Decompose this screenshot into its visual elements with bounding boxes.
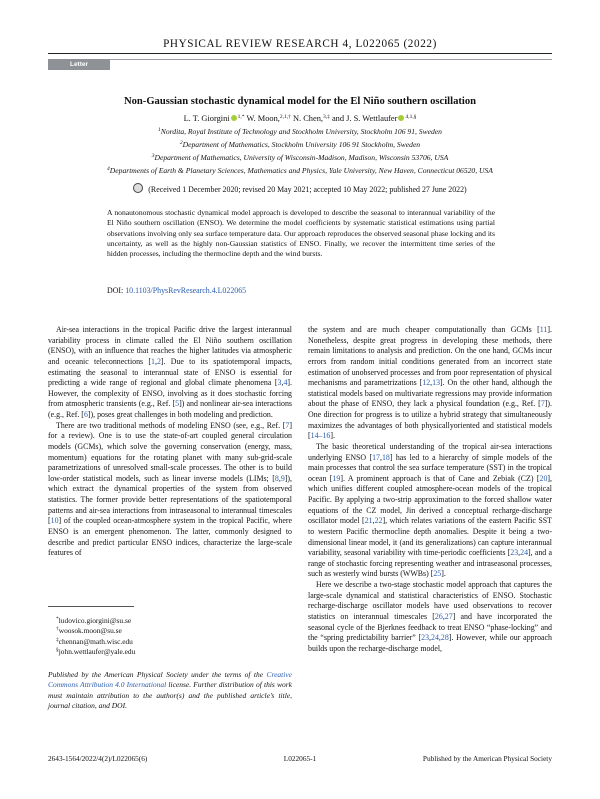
text-run: the system and are much cheaper computationally than GCMs [ [308,325,540,334]
paragraph [308,325,552,442]
citation-link[interactable]: 8 [274,473,279,483]
citation-link[interactable]: 23 [421,633,430,643]
paragraph [308,580,552,654]
citation-link[interactable]: 14–16 [310,431,331,441]
footnote: ‡chennan@math.wisc.edu [56,636,133,646]
citation-link[interactable]: 6 [83,410,88,419]
citation-link[interactable]: 22 [374,516,383,526]
author: and J. S. Wettlaufer $^{4,1,\S}$ [331,114,417,123]
article-type-tag: Letter [48,59,110,70]
text-run: ]) and nonlinear air-sea interactions (e.g., Ref. [ [48,399,292,419]
text-run: ]. However, the complexity of ENSO, involving as it does stochastic forcing from atmospheric transients (e.g., Ref. [ [48,378,292,409]
text-run: ] for a review). One is to use the state-of-art coupled general circulation models (GCMs), which solve the governing conservation (energy, mass, momentum) equations for the rotating planet with many sub-grid-scale parametrizations of unresolved small-scale processes. The other is to build low-order statistical models, such as linear inverse models (LIMs; [ [48,420,292,483]
body-column-left [48,325,292,559]
text-run: ]. A prominent approach is that of Cane and Zebiak (CZ) [ [340,473,540,483]
text-run: , [281,378,284,388]
publication-notice: Published by the American Physical Society under the terms of the Creative Commons Attribution 4.0 International license. Further distribution of this work must maintain attribution to the author(s) and the published article’s title, journal citation, and DOI. [48,670,292,711]
footnotes [56,616,135,658]
citation-link[interactable]: 12 [422,378,431,388]
text-run: ] and have incorporated the seasonal cycle of the Bjerknes feedback to treat ENSO “phase-locking” and the “spring predictability barrier” [ [308,611,552,643]
citation-link[interactable]: 18 [381,452,390,462]
citation-link[interactable]: 24 [520,548,529,558]
author-list [0,114,600,123]
citation-link[interactable]: 25 [433,569,442,579]
abstract: A nonautonomous stochastic dynamical model approach is developed to describe the seasonal to interannual variability of the El Niño southern oscillation (ENSO). We determine the model coefficients by systematic statistical estimations using partial observations involving only sea surface temperature data. Our approach reproduces the observed seasonal phase locking and its uncertainty, as well as the highly non-Gaussian statistics of ENSO. Finally, we recover the intermittent time series of the hidden processes, including the thermocline depth and the wind bursts. [107,208,495,259]
text-run: ] has led to a hierarchy of simple models of the main processes that control the sea surface temperature (SST) in the tropical ocean [ [308,452,553,483]
text-run: Air-sea interactions in the tropical Pacific drive the largest interannual variability process in climate called the El Niño southern oscillation (ENSO), with an influence that reaches the higher latitudes via atmospheric and oceanic teleconnections [ [48,325,292,366]
citation-link[interactable]: 23 [510,548,519,558]
footnote: †woosok.moon@su.se [56,626,122,636]
citation-link[interactable]: 3 [277,378,282,388]
citation-link[interactable]: 17 [372,452,380,462]
text-run: ]). One direction for progress is to utilize a hybrid strategy that simultaneously maximizes the advantages of both physicallyoriented and statistical models [ [308,399,552,441]
text-run: ]. [330,431,335,441]
citation-link[interactable]: 20 [539,473,548,483]
citation-link[interactable]: 11 [539,325,548,334]
citation-link[interactable]: 24 [431,633,439,643]
text-run: ]. However, while our approach builds upon the recharge-discharge model, [308,633,552,653]
tag-bar [48,59,552,60]
text-run: There are two traditional methods of modeling ENSO (see, e.g., Ref. [ [56,420,286,430]
footnote: *ludovico.giorgini@su.se [56,616,132,625]
citation-link[interactable]: 21 [364,516,373,526]
affiliation: $^2$Department of Mathematics, Stockholm University 106 91 Stockholm, Sweden [179,140,421,149]
text-run: , [438,633,441,643]
citation-link[interactable]: 19 [332,473,341,483]
license-link[interactable]: Creative Commons Attribution 4.0 International [48,670,292,690]
footnote-rule [48,606,134,607]
text-run: ]. Nonetheless, despite great progress in developing these methods, there remain limitations to analysis and prediction. On the one hand, GCMs incur errors from random initial conditions generated from an incorrect state estimation of unobserved processes and from poor representation of physical mechanisms and parametrizations [ [308,325,552,388]
header-rule [48,53,552,54]
author: N. Chen,$^{3,\ddagger}$ [292,114,330,123]
paragraph [48,421,292,559]
affiliation: $^3$Department of Mathematics, University of Wisconsin-Madison, Madison, Wisconsin 53706, USA [151,153,449,162]
doi-link[interactable]: 10.1103/PhysRevResearch.4.L022065 [125,286,247,295]
text-run: ]. On the other hand, although the statistical models based on multivariate regressions may provide information about the phase of ENSO, they lack a physical foundation (e.g., Ref. [ [308,378,552,409]
text-run: ]), which extract the dynamical properties of the system from observed statistics. The former provide better representations of the spatiotemporal patterns and air-sea interactions from intraseasonal to interannual timescales [ [48,473,292,526]
citation-link[interactable]: 7 [540,399,545,409]
author: W. Moon,$^{2,1,\dagger}$ [246,114,291,123]
citation-link[interactable]: 2 [156,356,161,366]
citation-link[interactable]: 26 [434,611,443,621]
text-run: The basic theoretical understanding of the tropical air-sea interactions underlying ENSO [ [308,441,552,462]
article-title: Non-Gaussian stochastic dynamical model for the El Niño southern oscillation [123,96,477,107]
footnote: §john.wettlaufer@yale.edu [56,647,136,657]
journal-header: PHYSICAL REVIEW RESEARCH 4, L022065 (2022) [163,38,437,50]
author: L. T. Giorgini $^{1,*}$ [183,114,245,123]
text-run: , [430,378,433,388]
text-run: ]. [441,569,446,579]
citation-link[interactable]: 10 [50,516,59,526]
affiliation: $^1$Nordita, Royal Institute of Technology and Stockholm University, Stockholm 106 91, Sweden [158,127,442,136]
citation-link[interactable]: 1 [151,356,155,366]
text-run: ] of the coupled ocean-atmosphere system in the tropical Pacific, where ENSO is an emergent phenomenon. The latter, commonly designed to describe and predict particular ENSO indices, characterize the large-scale features of [48,516,292,558]
footer-page-number: L022065-1 [283,754,317,763]
text-run: , [429,633,432,643]
text-run: , [442,611,445,621]
received-dates: (Received 1 December 2020; revised 20 May 2021; accepted 10 May 2022; published 27 June 2022) [0,183,600,194]
citation-link[interactable]: 13 [432,378,441,388]
citation-link[interactable]: 7 [285,420,290,430]
text-run: ], which unifies different coupled atmosphere-ocean models of the tropical Pacific. By applying a two-strip approximation to the forced shallow water equations of the CZ model, Jin derived a conceptual recharge-discharge oscillator model [ [308,473,553,526]
text-run: ]. Due to its spatiotemporal impacts, estimating the seasonal to interannual state of ENSO is essential for predicting a wide range of regional and global climate phenomena [ [48,356,292,388]
text-run: , [372,516,375,526]
open-access-icon [133,183,143,193]
text-run: ], which relates variations of the eastern Pacific SST to western Pacific thermocline depth anomalies. Despite it being a two-dimensional linear model, it (and its generalizations) can capture interannual variability, seasonal variability with time-periodic coefficients [ [308,516,552,558]
citation-link[interactable]: 27 [444,611,453,621]
footer-issn: 2643-1564/2022/4(2)/L022065(6) [48,754,148,763]
text-run: , [379,452,382,462]
orcid-icon[interactable] [231,115,237,121]
text-run: , [278,473,281,483]
citation-link[interactable]: 5 [175,399,180,409]
paragraph [308,442,552,580]
citation-link[interactable]: 9 [280,473,285,483]
citation-link[interactable]: 28 [440,633,449,643]
footer-publisher: Published by the American Physical Society [422,754,552,763]
text-run: ]), poses great challenges in both modeling and prediction. [87,410,273,419]
text-run: , [154,356,157,366]
citation-link[interactable]: 4 [283,378,288,388]
body-column-right [308,325,552,654]
text-run: Here we describe a two-stage stochastic model approach that captures the large-scale dynamical and statistical characteristics of ENSO. Stochastic recharge-discharge oscillator models have used observations to recover statistics on interannual timescales [ [308,580,552,621]
text-run: ], and a range of stochastic forcing representing weather and intraseasonal processes, such as westerly wind bursts (WWBs) [ [308,548,552,579]
doi-line: DOI: 10.1103/PhysRevResearch.4.L022065 [107,286,247,295]
paragraph [48,325,292,421]
orcid-icon[interactable] [398,115,404,121]
text-run: , [518,548,521,558]
affiliation: $^4$Departments of Earth & Planetary Sciences, Mathematics and Physics, Yale University, New Haven, Connecticut 06520, USA [107,166,493,175]
